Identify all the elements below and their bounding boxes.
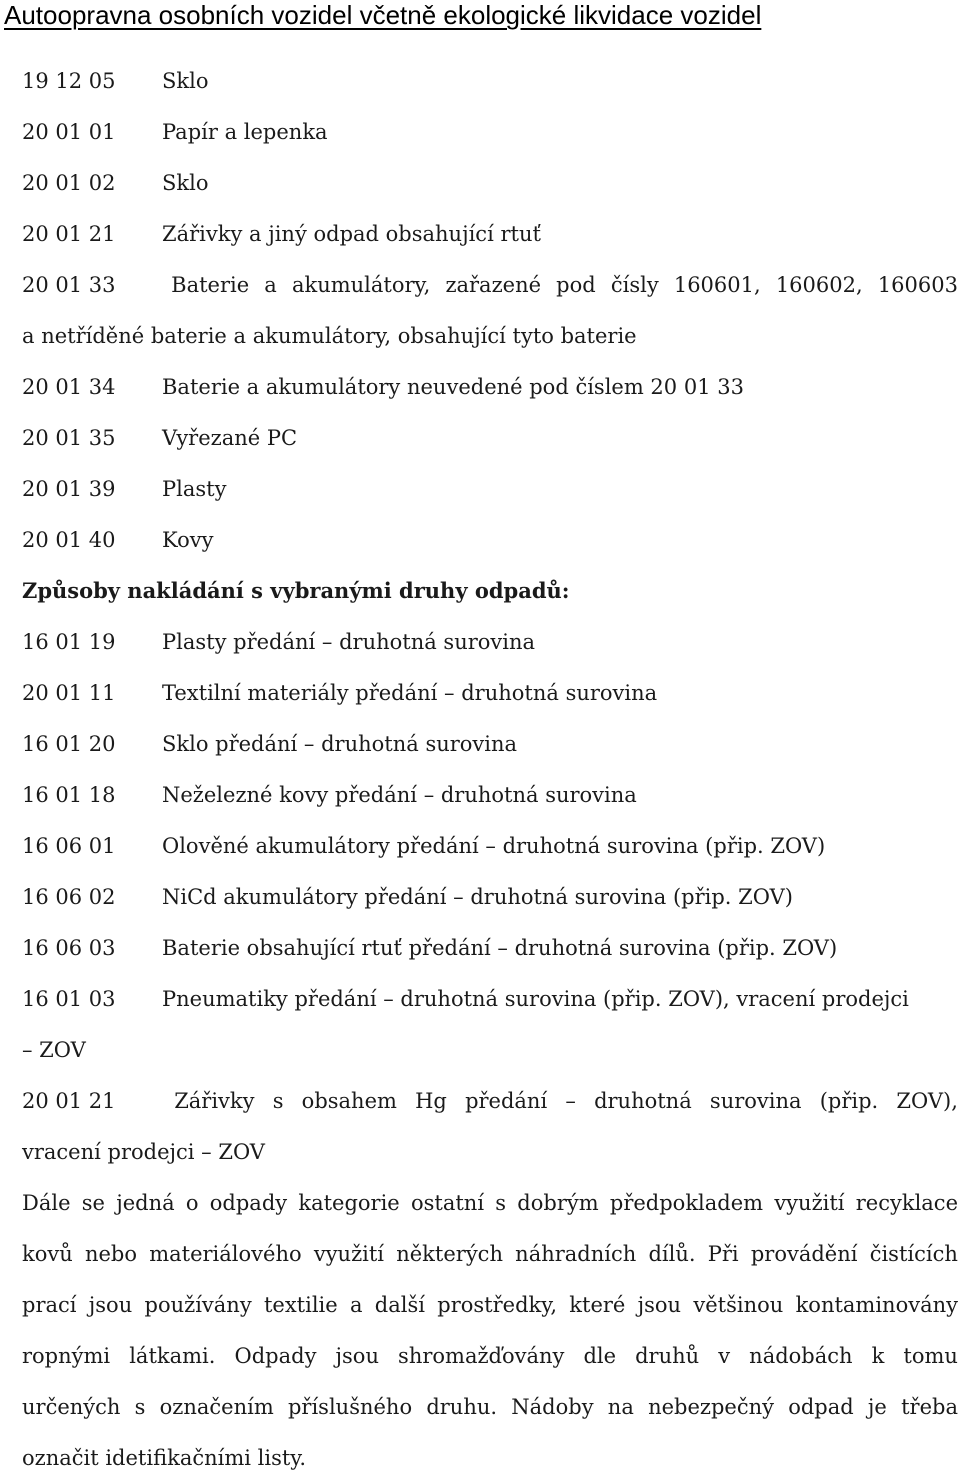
word: obsahem [301, 1089, 397, 1113]
waste-code: 20 01 01 [22, 120, 116, 144]
waste-row [22, 64, 208, 98]
word: nebo [84, 1242, 138, 1266]
word: druhů [635, 1344, 700, 1368]
word: používány [144, 1293, 252, 1317]
waste-row [22, 115, 328, 149]
handling-row [22, 880, 793, 914]
section-heading: Způsoby nakládání s vybranými druhy odpadů: [22, 578, 570, 603]
word: látkami. [129, 1344, 216, 1368]
waste-code: 20 01 40 [22, 528, 116, 552]
word: 160601, [673, 273, 761, 297]
waste-name: Zářivky a jiný odpad obsahující rtuť [162, 222, 541, 246]
word: v [718, 1344, 731, 1368]
waste-code: 16 01 18 [22, 783, 116, 807]
waste-code: 19 12 05 [22, 69, 116, 93]
word: a [349, 1293, 363, 1317]
word: zařazené [445, 273, 542, 297]
handling-text: Pneumatiky předání – druhotná surovina (přip. ZOV), vracení prodejci [162, 987, 909, 1011]
word: 160602, [775, 273, 863, 297]
word: pod [556, 273, 596, 297]
handling-row [22, 676, 657, 710]
word: (přip. [819, 1089, 879, 1113]
page-title: Autoopravna osobních vozidel včetně ekologické likvidace vozidel [4, 0, 762, 30]
word: kategorie [298, 1191, 400, 1215]
word: ropnými [22, 1344, 111, 1368]
waste-row [22, 370, 744, 404]
waste-code: 16 06 01 [22, 834, 116, 858]
word: některých [396, 1242, 503, 1266]
batteries-continuation: a netříděné baterie a akumulátory, obsahující tyto baterie [22, 324, 637, 348]
word: jsou [88, 1293, 133, 1317]
word: Dále [22, 1191, 71, 1215]
paragraph-line [22, 1339, 958, 1373]
handling-row [22, 931, 837, 965]
waste-row [22, 166, 208, 200]
handling-row-fluorescent [22, 1084, 958, 1118]
waste-name: Sklo [162, 69, 209, 93]
word: určených [22, 1395, 121, 1419]
handling-text: Textilní materiály předání – druhotná surovina [162, 681, 658, 705]
word: většinou [693, 1293, 784, 1317]
word: dle [583, 1344, 617, 1368]
tyres-continuation: – ZOV [22, 1038, 86, 1062]
waste-row-batteries [22, 268, 958, 302]
waste-code: 20 01 21 [22, 1089, 116, 1113]
word: prací [22, 1293, 77, 1317]
paragraph-line [22, 1186, 958, 1220]
handling-text: Baterie obsahující rtuť předání – druhotná surovina (přip. ZOV) [162, 936, 838, 960]
word: příslušného [287, 1395, 413, 1419]
word: ZOV), [896, 1089, 958, 1113]
handling-text: Olověné akumulátory předání – druhotná surovina (přip. ZOV) [162, 834, 826, 858]
word: které [569, 1293, 626, 1317]
waste-row [22, 217, 541, 251]
word: Zářivky [174, 1089, 255, 1113]
word: jsou [637, 1293, 682, 1317]
word: jedná [116, 1191, 175, 1215]
word: provádění [750, 1242, 858, 1266]
word: předání [465, 1089, 548, 1113]
waste-row [22, 523, 214, 557]
word: surovina [709, 1089, 802, 1113]
waste-name: Kovy [162, 528, 214, 552]
waste-name: Baterie a akumulátory neuvedené pod číslem 20 01 33 [162, 375, 744, 399]
word: s [134, 1395, 146, 1419]
word: označením [159, 1395, 274, 1419]
waste-name: Vyřezané PC [162, 426, 298, 450]
waste-row [22, 472, 226, 506]
word: se [81, 1191, 105, 1215]
word: druhotná [594, 1089, 692, 1113]
word: materiálového [149, 1242, 302, 1266]
word: další [374, 1293, 425, 1317]
word: předpokladem [609, 1191, 764, 1215]
word: využití [313, 1242, 385, 1266]
waste-row [22, 421, 297, 455]
word: o [185, 1191, 199, 1215]
handling-row [22, 829, 825, 863]
handling-row [22, 778, 637, 812]
word: kovů [22, 1242, 73, 1266]
paragraph-line [22, 1288, 958, 1322]
handling-row [22, 727, 517, 761]
waste-code: 16 01 03 [22, 987, 116, 1011]
word: recyklace [855, 1191, 958, 1215]
word: s [495, 1191, 507, 1215]
word: tomu [903, 1344, 958, 1368]
word: 160603 [877, 273, 958, 297]
waste-code: 16 06 03 [22, 936, 116, 960]
word: nebezpečný [648, 1395, 774, 1419]
waste-code: 20 01 34 [22, 375, 116, 399]
word: dílů. [648, 1242, 696, 1266]
word: Odpady [234, 1344, 317, 1368]
word: jsou [335, 1344, 379, 1368]
word: na [607, 1395, 634, 1419]
word: k [871, 1344, 885, 1368]
word: Hg [415, 1089, 447, 1113]
word: akumulátory, [291, 273, 431, 297]
waste-code: 16 01 20 [22, 732, 116, 756]
word: – [565, 1089, 576, 1113]
handling-row [22, 982, 909, 1016]
word: odpad [788, 1395, 854, 1419]
waste-name: Papír a lepenka [162, 120, 328, 144]
word: dobrým [517, 1191, 599, 1215]
waste-code: 20 01 21 [22, 222, 116, 246]
word: využití [774, 1191, 845, 1215]
waste-code: 20 01 35 [22, 426, 116, 450]
word: Při [707, 1242, 739, 1266]
paragraph-last-line: označit idetifikačními listy. [22, 1446, 307, 1470]
word: Baterie [171, 273, 250, 297]
waste-code: 16 06 02 [22, 885, 116, 909]
word: ostatní [410, 1191, 485, 1215]
waste-code: 20 01 02 [22, 171, 116, 195]
word: čistících [869, 1242, 958, 1266]
paragraph-line [22, 1390, 958, 1424]
fluorescent-continuation: vracení prodejci – ZOV [22, 1140, 265, 1164]
word: s [272, 1089, 284, 1113]
handling-text: Sklo předání – druhotná surovina [162, 732, 518, 756]
word: je [867, 1395, 887, 1419]
word: druhu. [426, 1395, 498, 1419]
waste-code: 20 01 11 [22, 681, 116, 705]
word: třeba [901, 1395, 958, 1419]
word: čísly [610, 273, 659, 297]
handling-row [22, 625, 535, 659]
word: odpady [209, 1191, 288, 1215]
waste-code: 20 01 39 [22, 477, 116, 501]
waste-code: 16 01 19 [22, 630, 116, 654]
word: textilie [263, 1293, 338, 1317]
word: kontaminovány [795, 1293, 958, 1317]
handling-text: NiCd akumulátory předání – druhotná surovina (přip. ZOV) [162, 885, 793, 909]
word: a [264, 273, 277, 297]
waste-name: Plasty [162, 477, 227, 501]
word: náhradních [515, 1242, 637, 1266]
handling-text: Neželezné kovy předání – druhotná surovina [162, 783, 637, 807]
handling-text: Plasty předání – druhotná surovina [162, 630, 536, 654]
waste-code: 20 01 33 [22, 273, 116, 297]
word: nádobách [749, 1344, 853, 1368]
paragraph-line [22, 1237, 958, 1271]
word: prostředky, [437, 1293, 557, 1317]
word: shromažďovány [398, 1344, 565, 1368]
word: Nádoby [511, 1395, 594, 1419]
waste-name: Sklo [162, 171, 209, 195]
